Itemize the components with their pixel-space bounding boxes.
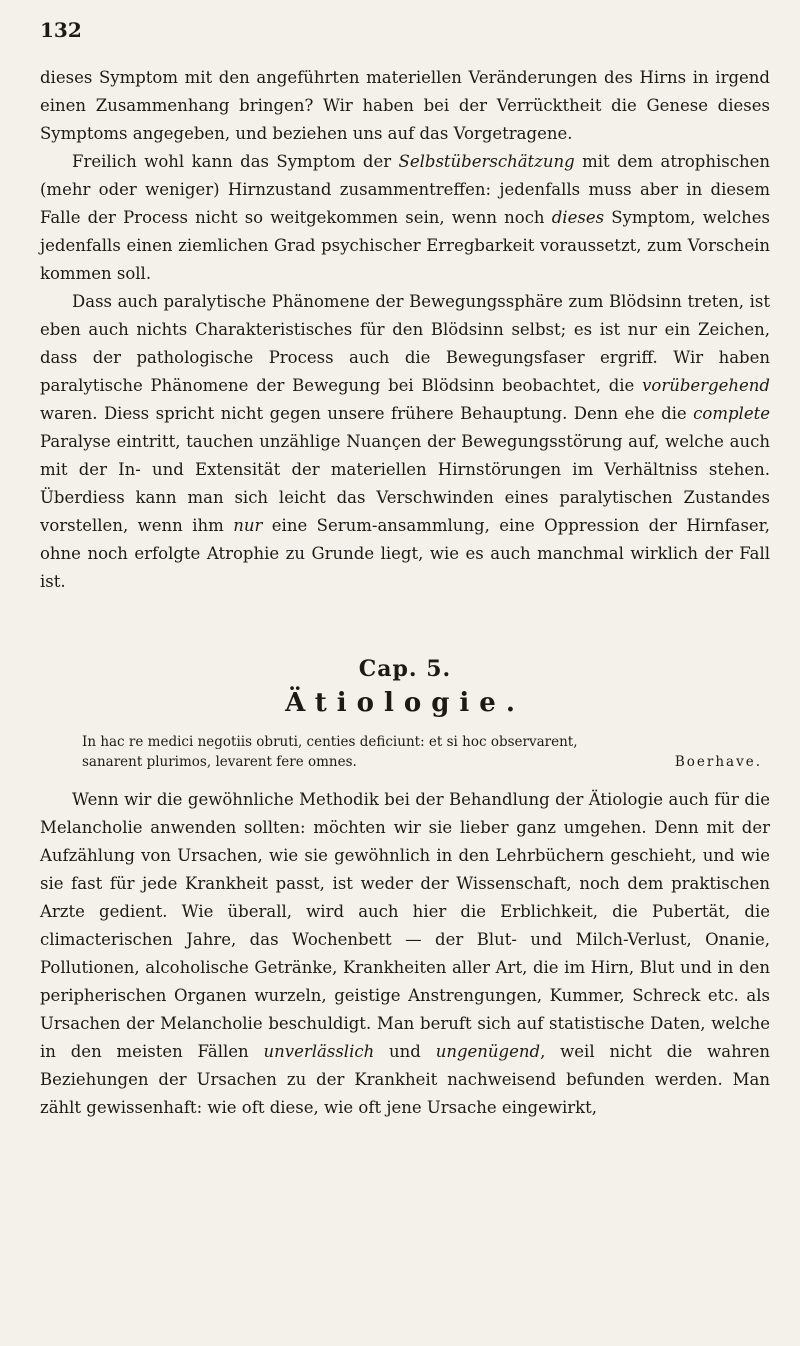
motto-line-2 [82, 752, 762, 772]
emphasis: Selbstüberschätzung [398, 152, 575, 171]
chapter-title: Ätiologie. [285, 688, 525, 718]
chapter-label: Cap. 5. [358, 656, 452, 682]
paragraph-3 [40, 288, 770, 596]
motto-author: Boerhave. [674, 754, 762, 770]
emphasis: vorübergehend [642, 376, 770, 395]
paragraph-2 [40, 148, 770, 288]
paragraph-4 [40, 786, 770, 1122]
motto-line-1: In hac re medici negotiis obruti, centies deficiunt: et si hoc observarent, [82, 734, 578, 750]
text-run: , weil nicht die wahren Beziehungen der Ursachen zu der Krankheit nachweisend befunden werden. Man zählt gewissenhaft: wie oft diese, wie oft jene Ursache eingewirkt, [40, 1042, 770, 1117]
paragraph-1: dieses Symptom mit den angeführten materiellen Veränderungen des Hirns in irgend einen Zusammenhang bringen? Wir haben bei der Verrücktheit die Genese dieses Symptoms angegeben, und beziehen uns auf das Vorgetragene. [40, 68, 770, 143]
emphasis: nur [233, 516, 263, 535]
text-run: Dass auch paralytische Phänomene der Bewegungssphäre zum Blödsinn treten, ist eben auch nichts Charakteristisches für den Blödsinn selbst; es ist nur ein Zeichen, dass der pathologische Process auch die Bewegungsfaser ergriff. Wir haben paralytische Phänomene der Bewegung bei Blödsinn beobachtet, die [40, 292, 770, 395]
emphasis: ungenügend [435, 1042, 541, 1061]
text-run: Freilich wohl kann das Symptom der [72, 152, 399, 171]
emphasis: dieses [551, 208, 605, 227]
page-number: 132 [40, 18, 82, 42]
motto-text: sanarent plurimos, levarent fere omnes. [82, 754, 357, 770]
text-run: Wenn wir die gewöhnliche Methodik bei der Behandlung der Ätiologie auch für die Melancholie anwenden sollten: möchten wir sie lieber ganz umgehen. Denn mit der Aufzählung von Ursachen, wie sie gewöhnlich in den Lehrbüchern geschieht, und wie sie fast für jede Krankheit passt, ist weder der Wissenschaft, noch dem praktischen Arzte gedient. Wie überall, wird auch hier die Erblichkeit, die Pubertät, die climacterischen Jahre, das Wochenbett — der Blut- und Milch-Verlust, Onanie, Pollutionen, alcoholische Getränke, Krankheiten aller Art, die im Hirn, Blut und in den peripherischen Organen wurzeln, geistige Anstrengungen, Kummer, Schreck etc. als Ursachen der Melancholie beschuldigt. Man beruft sich auf statistische Daten, welche in den meisten Fällen [40, 790, 770, 1061]
chapter-motto [82, 732, 762, 772]
text-run: eine Serum-ansammlung, eine Oppression der Hirnfaser, ohne noch erfolgte Atrophie zu Grunde liegt, wie es auch manchmal wirklich der Fall ist. [40, 516, 770, 591]
emphasis: complete [693, 404, 770, 423]
text-run: mit dem atrophischen (mehr oder weniger) Hirnzustand zusammentreffen: jedenfalls muss aber in diesem Falle der Process nicht so weitgekommen sein, wenn noch [40, 152, 770, 227]
text-run: waren. Diess spricht nicht gegen unsere frühere Behauptung. Denn ehe die [40, 404, 694, 423]
emphasis: unverlässlich [263, 1042, 375, 1061]
text-run: und [374, 1042, 436, 1061]
text-run: Symptom, welches jedenfalls einen ziemlichen Grad psychischer Erregbarkeit voraussetzt, zum Vorschein kommen soll. [40, 208, 770, 283]
text-run: Paralyse eintritt, tauchen unzählige Nuançen der Bewegungsstörung auf, welche auch mit der In- und Extensität der materiellen Hirnstörungen im Verhältniss stehen. Überdiess kann man sich leicht das Verschwinden eines paralytischen Zustandes vorstellen, wenn ihm [40, 432, 770, 535]
